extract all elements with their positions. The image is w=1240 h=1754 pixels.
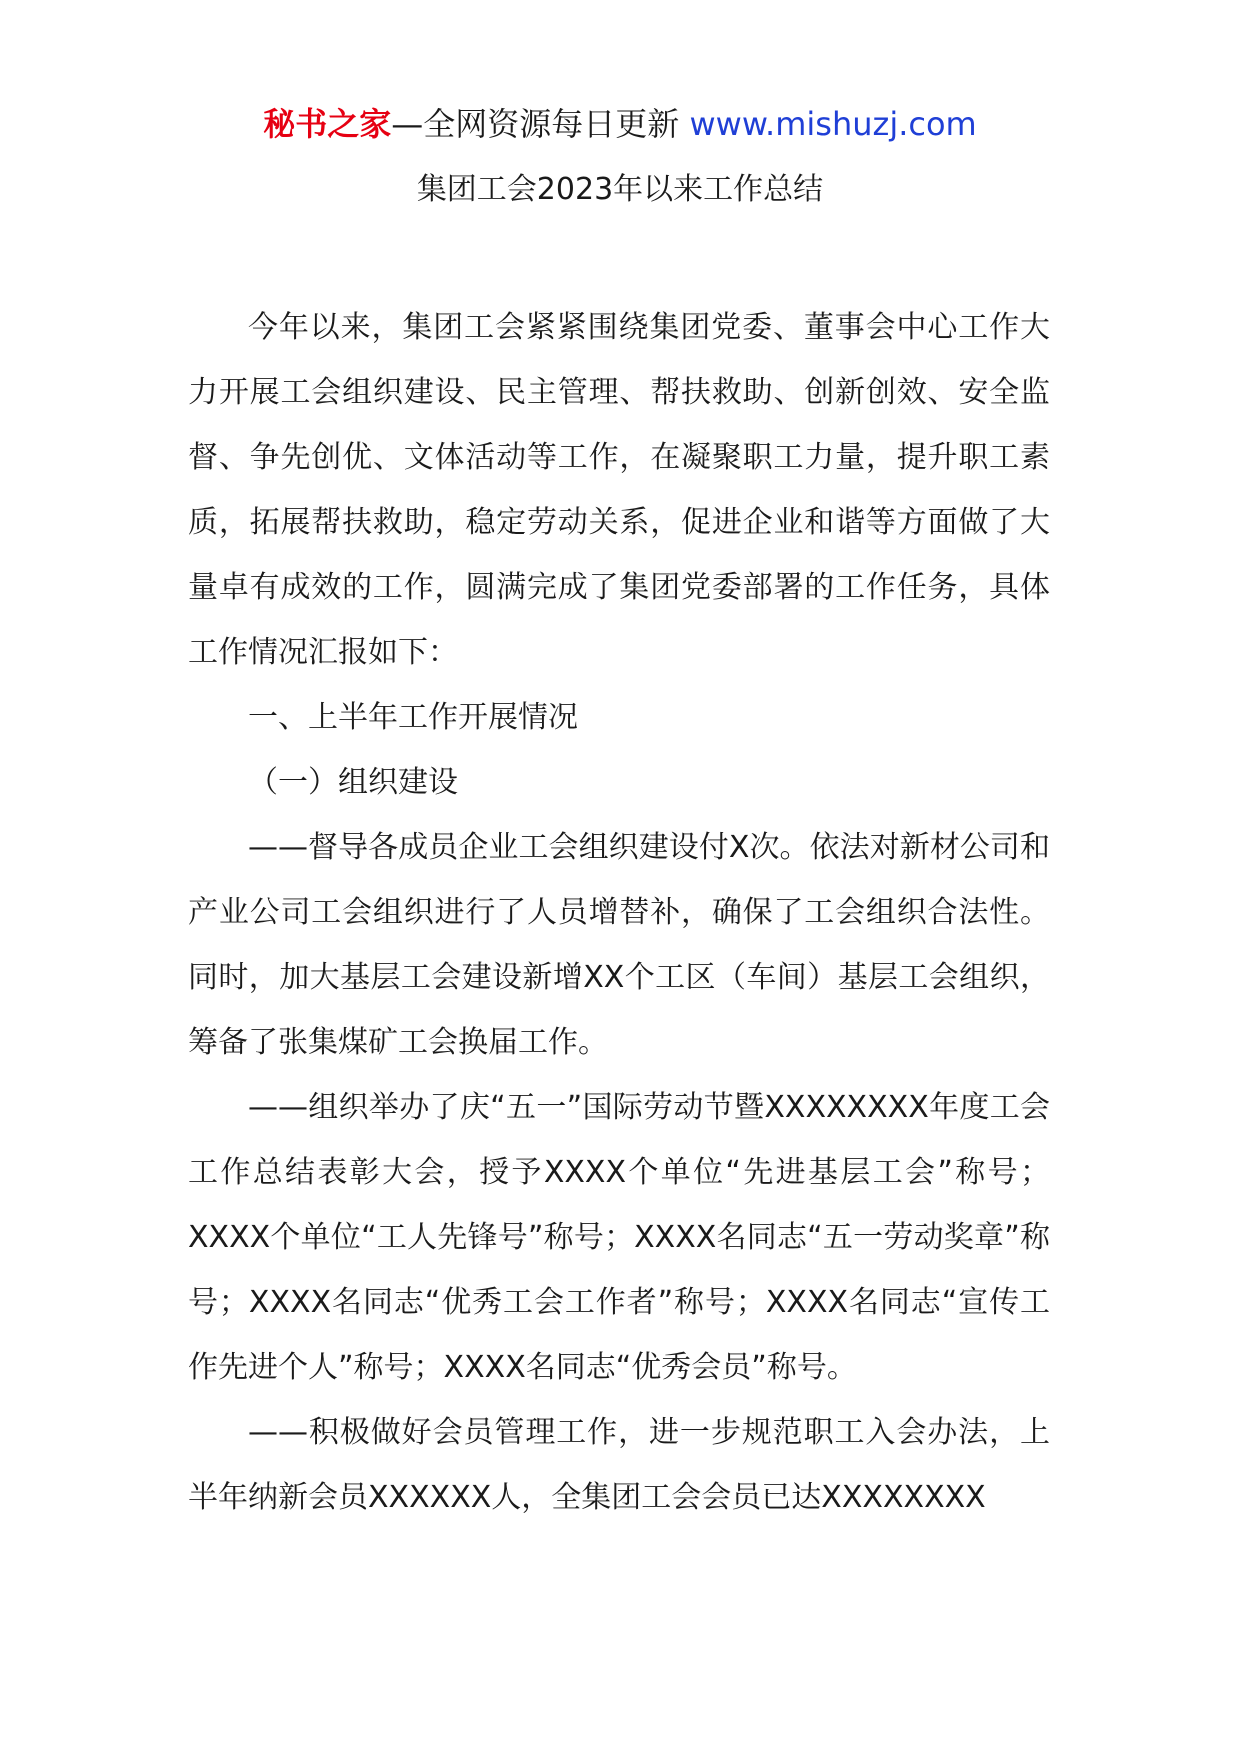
document-body — [188, 295, 1050, 1530]
body-paragraph: ——督导各成员企业工会组织建设付X次。依法对新材公司和产业公司工会组织进行了人员增替补，确保了工会组织合法性。同时，加大基层工会建设新增XX个工区（车间）基层工会组织，筹备了张集煤矿工会换届工作。 — [188, 830, 1050, 1060]
subsection-heading: （一）组织建设 — [248, 765, 458, 800]
section-heading: 一、上半年工作开展情况 — [248, 700, 578, 735]
intro-paragraph: 今年以来，集团工会紧紧围绕集团党委、董事会中心工作大力开展工会组织建设、民主管理、帮扶救助、创新创效、安全监督、争先创优、文体活动等工作，在凝聚职工力量，提升职工素质，拓展帮扶救助，稳定劳动关系，促进企业和谐等方面做了大量卓有成效的工作，圆满完成了集团党委部署的工作任务，具体工作情况汇报如下： — [188, 310, 1050, 670]
body-paragraph: ——组织举办了庆“五一”国际劳动节暨XXXXXXXX年度工会工作总结表彰大会，授予XXXX个单位“先进基层工会”称号；XXXX个单位“工人先锋号”称号；XXXX名同志“五一劳动奖章”称号；XXXX名同志“优秀工会工作者”称号；XXXX名同志“宣传工作先进个人”称号；XXXX名同志“优秀会员”称号。 — [188, 1090, 1050, 1385]
body-paragraph: ——积极做好会员管理工作，进一步规范职工入会办法，上半年纳新会员XXXXXX人，全集团工会会员已达XXXXXXXX — [188, 1415, 1050, 1515]
site-url: www.mishuzj.com — [689, 105, 977, 143]
site-tagline: —全网资源每日更新 — [391, 105, 680, 143]
document-title: 集团工会2023年以来工作总结 — [416, 172, 824, 207]
site-brand: 秘书之家 — [263, 105, 392, 143]
site-header — [0, 102, 1240, 146]
